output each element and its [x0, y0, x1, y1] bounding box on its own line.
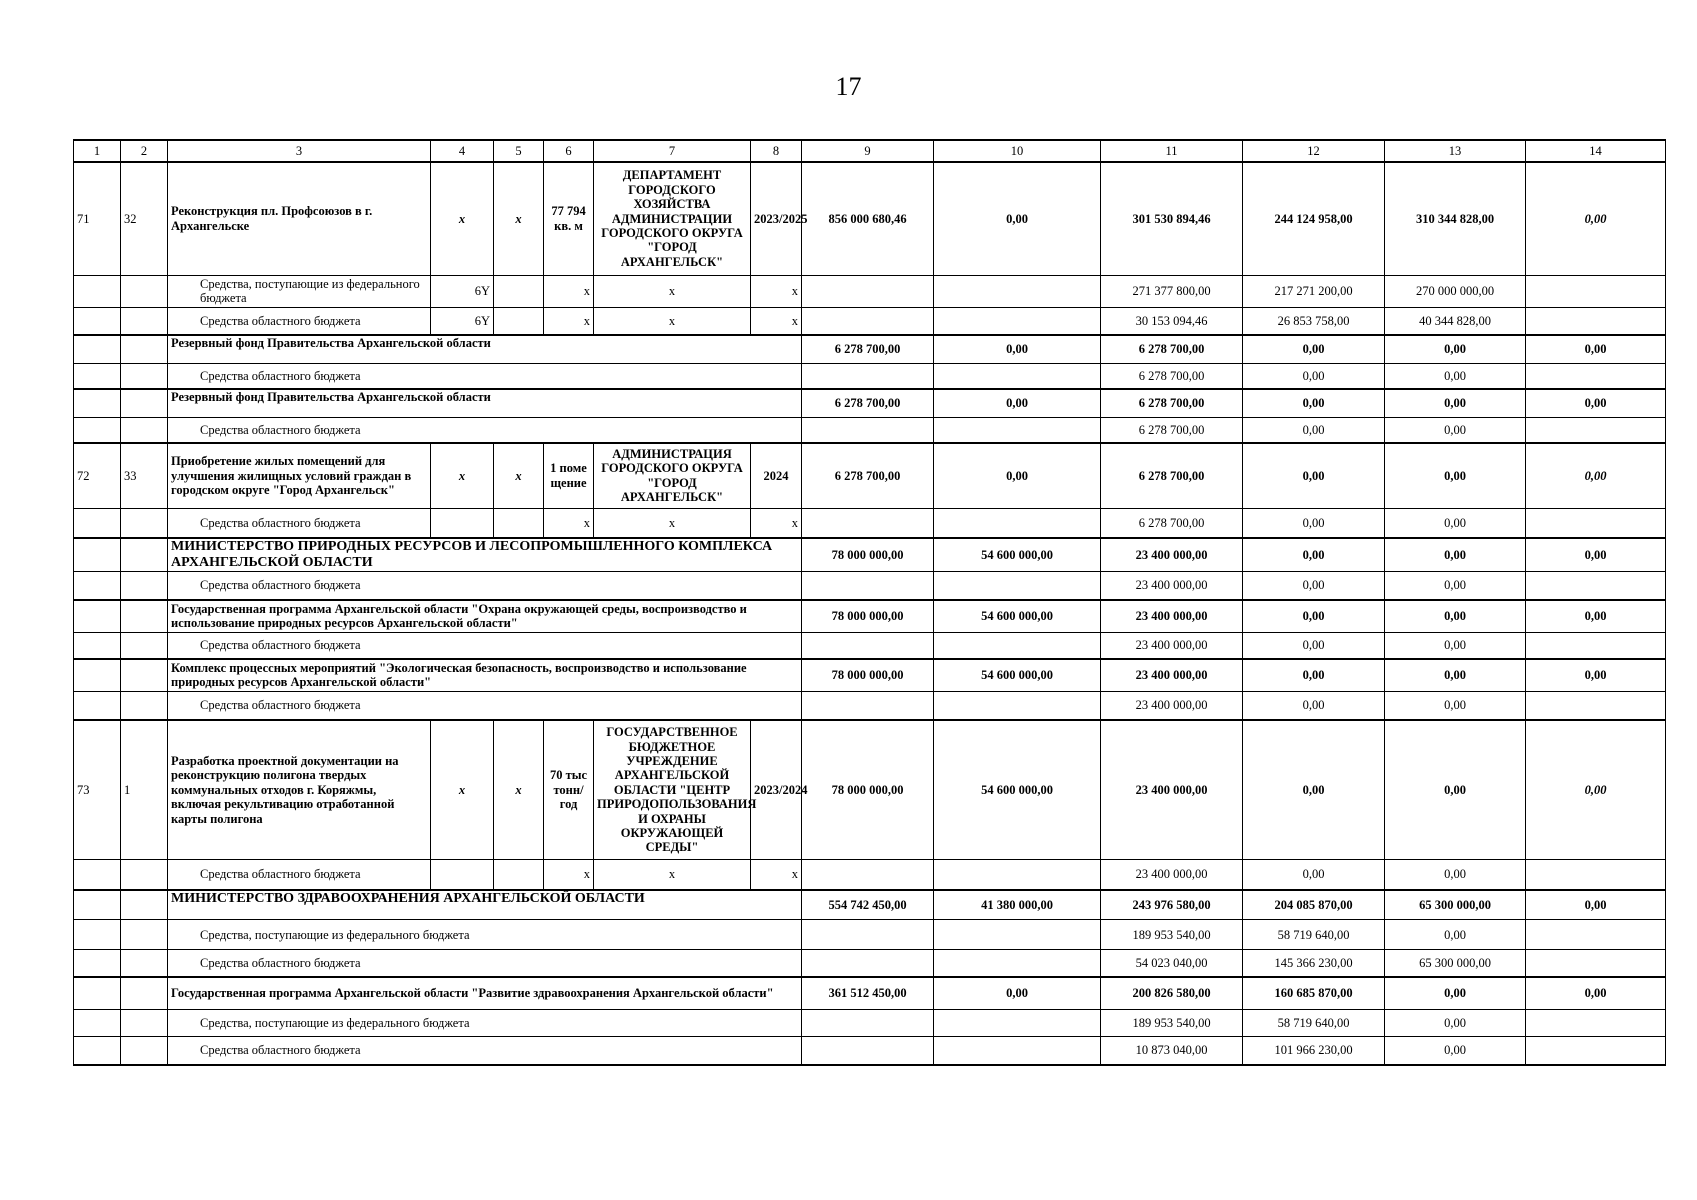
- empty-cell: [802, 417, 934, 443]
- empty-cell: [121, 950, 168, 977]
- value-col10-cell: 41 380 000,00: [934, 890, 1101, 920]
- value-col12-cell: 0,00: [1243, 363, 1385, 389]
- funding-source-cell: Средства областного бюджета: [168, 860, 431, 890]
- code-cell: x: [431, 443, 494, 508]
- table-row: [74, 890, 1666, 920]
- header-cell: 3: [168, 140, 431, 162]
- table-row: [74, 633, 1666, 659]
- value-col13-cell: 0,00: [1385, 659, 1526, 692]
- header-row: [74, 140, 1666, 162]
- table-row: [74, 307, 1666, 335]
- value-col13-cell: 0,00: [1385, 538, 1526, 572]
- empty-cell: [1526, 508, 1666, 538]
- value-col12-cell: 58 719 640,00: [1243, 1010, 1385, 1037]
- value-col12-cell: 0,00: [1243, 335, 1385, 363]
- value-col12-cell: 58 719 640,00: [1243, 920, 1385, 950]
- value-col13-cell: 40 344 828,00: [1385, 307, 1526, 335]
- empty-cell: [802, 633, 934, 659]
- empty-cell: [494, 508, 544, 538]
- empty-cell: [934, 860, 1101, 890]
- empty-cell: [802, 1037, 934, 1065]
- empty-cell: [121, 1037, 168, 1065]
- empty-cell: [934, 1037, 1101, 1065]
- value-col11-cell: 54 023 040,00: [1101, 950, 1243, 977]
- empty-cell: [802, 692, 934, 720]
- header-cell: 8: [751, 140, 802, 162]
- value-col12-cell: 0,00: [1243, 659, 1385, 692]
- empty-cell: [121, 389, 168, 417]
- value-col13-cell: 0,00: [1385, 389, 1526, 417]
- value-col12-cell: 0,00: [1243, 720, 1385, 860]
- value-col10-cell: 0,00: [934, 162, 1101, 275]
- header-cell: 12: [1243, 140, 1385, 162]
- value-col12-cell: 0,00: [1243, 692, 1385, 720]
- header-cell: 5: [494, 140, 544, 162]
- value-col13-cell: 0,00: [1385, 977, 1526, 1010]
- code-cell: [431, 508, 494, 538]
- value-col14-cell: 0,00: [1526, 538, 1666, 572]
- period-cell: x: [751, 307, 802, 335]
- empty-cell: [121, 572, 168, 600]
- value-col13-cell: 0,00: [1385, 417, 1526, 443]
- value-col13-cell: 0,00: [1385, 920, 1526, 950]
- value-col10-cell: 0,00: [934, 389, 1101, 417]
- value-col11-cell: 6 278 700,00: [1101, 363, 1243, 389]
- customer-cell: ГОСУДАРСТВЕННОЕ БЮДЖЕТНОЕ УЧРЕЖДЕНИЕ АРХАНГЕЛЬСКОЙ ОБЛАСТИ "ЦЕНТР ПРИРОДОПОЛЬЗОВАНИЯ И ОХРАНЫ ОКРУЖАЮЩЕЙ СРЕДЫ": [594, 720, 751, 860]
- total-cost-cell: 78 000 000,00: [802, 659, 934, 692]
- funding-source-cell: Средства, поступающие из федерального бюджета: [168, 1010, 802, 1037]
- section-title-cell: Государственная программа Архангельской области "Развитие здравоохранения Архангельской области": [168, 977, 802, 1010]
- value-col14-cell: 0,00: [1526, 443, 1666, 508]
- capacity-cell: 1 поме щение: [544, 443, 594, 508]
- empty-cell: [74, 1037, 121, 1065]
- empty-cell: [74, 633, 121, 659]
- value-col13-cell: 0,00: [1385, 508, 1526, 538]
- value-col14-cell: 0,00: [1526, 389, 1666, 417]
- empty-cell: [74, 977, 121, 1010]
- empty-cell: [494, 860, 544, 890]
- value-col13-cell: 0,00: [1385, 633, 1526, 659]
- funding-source-cell: Средства, поступающие из федерального бюджета: [168, 920, 802, 950]
- value-col11-cell: 6 278 700,00: [1101, 417, 1243, 443]
- empty-cell: [802, 363, 934, 389]
- funding-source-cell: Средства областного бюджета: [168, 417, 802, 443]
- value-col10-cell: 0,00: [934, 977, 1101, 1010]
- table-row: [74, 720, 1666, 860]
- value-col11-cell: 30 153 094,46: [1101, 307, 1243, 335]
- empty-cell: [121, 920, 168, 950]
- customer-cell: АДМИНИСТРАЦИЯ ГОРОДСКОГО ОКРУГА "ГОРОД АРХАНГЕЛЬСК": [594, 443, 751, 508]
- period-cell: x: [751, 860, 802, 890]
- empty-cell: [934, 633, 1101, 659]
- value-col14-cell: 0,00: [1526, 659, 1666, 692]
- empty-cell: [494, 307, 544, 335]
- empty-cell: [74, 275, 121, 307]
- empty-cell: [121, 335, 168, 363]
- funding-source-cell: Средства областного бюджета: [168, 950, 802, 977]
- empty-cell: [121, 538, 168, 572]
- value-col11-cell: 243 976 580,00: [1101, 890, 1243, 920]
- value-col14-cell: 0,00: [1526, 890, 1666, 920]
- table-row: [74, 1010, 1666, 1037]
- empty-cell: [74, 950, 121, 977]
- value-col13-cell: 0,00: [1385, 363, 1526, 389]
- value-col13-cell: 0,00: [1385, 1037, 1526, 1065]
- item-number-cell: 1: [121, 720, 168, 860]
- period-cell: 2023/2025: [751, 162, 802, 275]
- empty-cell: [74, 538, 121, 572]
- item-number-cell: 33: [121, 443, 168, 508]
- empty-cell: [74, 890, 121, 920]
- value-col11-cell: 6 278 700,00: [1101, 389, 1243, 417]
- value-col13-cell: 0,00: [1385, 335, 1526, 363]
- empty-cell: [121, 890, 168, 920]
- value-col11-cell: 189 953 540,00: [1101, 920, 1243, 950]
- value-col13-cell: 0,00: [1385, 720, 1526, 860]
- capacity-cell: x: [544, 307, 594, 335]
- row-number-cell: 72: [74, 443, 121, 508]
- value-col11-cell: 6 278 700,00: [1101, 443, 1243, 508]
- empty-cell: [802, 275, 934, 307]
- table-row: [74, 538, 1666, 572]
- customer-cell: x: [594, 307, 751, 335]
- total-cost-cell: 6 278 700,00: [802, 389, 934, 417]
- row-number-cell: 71: [74, 162, 121, 275]
- total-cost-cell: 78 000 000,00: [802, 720, 934, 860]
- section-title-cell: Комплекс процессных мероприятий "Экологическая безопасность, воспроизводство и использование природных ресурсов Архангельской области": [168, 659, 802, 692]
- header-cell: 14: [1526, 140, 1666, 162]
- value-col11-cell: 23 400 000,00: [1101, 600, 1243, 633]
- value-col12-cell: 0,00: [1243, 860, 1385, 890]
- table-row: [74, 1037, 1666, 1065]
- code2-cell: x: [494, 720, 544, 860]
- empty-cell: [74, 920, 121, 950]
- empty-cell: [121, 860, 168, 890]
- empty-cell: [1526, 417, 1666, 443]
- value-col11-cell: 23 400 000,00: [1101, 538, 1243, 572]
- customer-cell: x: [594, 860, 751, 890]
- total-cost-cell: 6 278 700,00: [802, 335, 934, 363]
- table-row: [74, 363, 1666, 389]
- header-cell: 2: [121, 140, 168, 162]
- code-cell: [431, 860, 494, 890]
- value-col10-cell: 0,00: [934, 335, 1101, 363]
- value-col13-cell: 270 000 000,00: [1385, 275, 1526, 307]
- value-col13-cell: 0,00: [1385, 572, 1526, 600]
- empty-cell: [74, 659, 121, 692]
- table-row: [74, 860, 1666, 890]
- code-cell: x: [431, 162, 494, 275]
- empty-cell: [74, 363, 121, 389]
- section-title-cell: Резервный фонд Правительства Архангельской области: [168, 389, 802, 417]
- value-col13-cell: 0,00: [1385, 860, 1526, 890]
- value-col12-cell: 0,00: [1243, 538, 1385, 572]
- table-row: [74, 920, 1666, 950]
- value-col14-cell: 0,00: [1526, 720, 1666, 860]
- period-cell: 2023/2024: [751, 720, 802, 860]
- customer-cell: x: [594, 508, 751, 538]
- header-cell: 6: [544, 140, 594, 162]
- period-cell: x: [751, 275, 802, 307]
- table-row: [74, 417, 1666, 443]
- value-col11-cell: 6 278 700,00: [1101, 508, 1243, 538]
- empty-cell: [494, 275, 544, 307]
- value-col11-cell: 23 400 000,00: [1101, 633, 1243, 659]
- code-cell: 6Y: [431, 307, 494, 335]
- empty-cell: [802, 950, 934, 977]
- code-cell: x: [431, 720, 494, 860]
- table-row: [74, 572, 1666, 600]
- empty-cell: [121, 508, 168, 538]
- object-name-cell: Реконструкция пл. Профсоюзов в г. Архангельске: [168, 162, 431, 275]
- empty-cell: [121, 417, 168, 443]
- empty-cell: [934, 307, 1101, 335]
- value-col13-cell: 65 300 000,00: [1385, 890, 1526, 920]
- empty-cell: [74, 417, 121, 443]
- value-col13-cell: 0,00: [1385, 1010, 1526, 1037]
- empty-cell: [121, 600, 168, 633]
- customer-cell: ДЕПАРТАМЕНТ ГОРОДСКОГО ХОЗЯЙСТВА АДМИНИСТРАЦИИ ГОРОДСКОГО ОКРУГА "ГОРОД АРХАНГЕЛЬСК": [594, 162, 751, 275]
- empty-cell: [74, 335, 121, 363]
- empty-cell: [1526, 920, 1666, 950]
- value-col11-cell: 301 530 894,46: [1101, 162, 1243, 275]
- value-col12-cell: 0,00: [1243, 417, 1385, 443]
- value-col11-cell: 23 400 000,00: [1101, 692, 1243, 720]
- empty-cell: [934, 417, 1101, 443]
- value-col14-cell: 0,00: [1526, 977, 1666, 1010]
- value-col11-cell: 189 953 540,00: [1101, 1010, 1243, 1037]
- empty-cell: [934, 275, 1101, 307]
- total-cost-cell: 361 512 450,00: [802, 977, 934, 1010]
- value-col14-cell: 0,00: [1526, 162, 1666, 275]
- empty-cell: [934, 920, 1101, 950]
- period-cell: 2024: [751, 443, 802, 508]
- header-cell: 10: [934, 140, 1101, 162]
- table-row: [74, 162, 1666, 275]
- empty-cell: [1526, 692, 1666, 720]
- period-cell: x: [751, 508, 802, 538]
- value-col12-cell: 217 271 200,00: [1243, 275, 1385, 307]
- empty-cell: [1526, 633, 1666, 659]
- empty-cell: [121, 1010, 168, 1037]
- table-row: [74, 950, 1666, 977]
- empty-cell: [121, 633, 168, 659]
- empty-cell: [121, 363, 168, 389]
- value-col12-cell: 0,00: [1243, 572, 1385, 600]
- empty-cell: [74, 600, 121, 633]
- value-col12-cell: 0,00: [1243, 600, 1385, 633]
- empty-cell: [121, 275, 168, 307]
- value-col13-cell: 0,00: [1385, 600, 1526, 633]
- table-row: [74, 443, 1666, 508]
- value-col11-cell: 200 826 580,00: [1101, 977, 1243, 1010]
- empty-cell: [1526, 275, 1666, 307]
- empty-cell: [74, 1010, 121, 1037]
- empty-cell: [934, 572, 1101, 600]
- header-cell: 9: [802, 140, 934, 162]
- funding-source-cell: Средства областного бюджета: [168, 1037, 802, 1065]
- empty-cell: [934, 363, 1101, 389]
- empty-cell: [802, 307, 934, 335]
- header-cell: 7: [594, 140, 751, 162]
- row-number-cell: 73: [74, 720, 121, 860]
- value-col12-cell: 0,00: [1243, 389, 1385, 417]
- empty-cell: [1526, 1010, 1666, 1037]
- value-col10-cell: 54 600 000,00: [934, 720, 1101, 860]
- empty-cell: [802, 920, 934, 950]
- empty-cell: [121, 692, 168, 720]
- table-row: [74, 659, 1666, 692]
- value-col12-cell: 145 366 230,00: [1243, 950, 1385, 977]
- value-col12-cell: 0,00: [1243, 443, 1385, 508]
- funding-source-cell: Средства областного бюджета: [168, 633, 802, 659]
- section-title-cell: МИНИСТЕРСТВО ПРИРОДНЫХ РЕСУРСОВ И ЛЕСОПРОМЫШЛЕННОГО КОМПЛЕКСА АРХАНГЕЛЬСКОЙ ОБЛАСТИ: [168, 538, 802, 572]
- empty-cell: [74, 692, 121, 720]
- value-col10-cell: 0,00: [934, 443, 1101, 508]
- value-col11-cell: 6 278 700,00: [1101, 335, 1243, 363]
- table-row: [74, 977, 1666, 1010]
- value-col13-cell: 310 344 828,00: [1385, 162, 1526, 275]
- value-col11-cell: 23 400 000,00: [1101, 860, 1243, 890]
- empty-cell: [1526, 950, 1666, 977]
- value-col12-cell: 0,00: [1243, 633, 1385, 659]
- value-col12-cell: 101 966 230,00: [1243, 1037, 1385, 1065]
- value-col11-cell: 10 873 040,00: [1101, 1037, 1243, 1065]
- empty-cell: [1526, 1037, 1666, 1065]
- empty-cell: [121, 659, 168, 692]
- value-col13-cell: 0,00: [1385, 692, 1526, 720]
- value-col12-cell: 244 124 958,00: [1243, 162, 1385, 275]
- total-cost-cell: 78 000 000,00: [802, 538, 934, 572]
- value-col14-cell: 0,00: [1526, 335, 1666, 363]
- budget-table: [73, 139, 1666, 1066]
- table-row: [74, 508, 1666, 538]
- value-col10-cell: 54 600 000,00: [934, 659, 1101, 692]
- empty-cell: [121, 307, 168, 335]
- empty-cell: [74, 389, 121, 417]
- empty-cell: [802, 1010, 934, 1037]
- empty-cell: [121, 977, 168, 1010]
- code-cell: 6Y: [431, 275, 494, 307]
- empty-cell: [74, 508, 121, 538]
- table-row: [74, 692, 1666, 720]
- value-col13-cell: 0,00: [1385, 443, 1526, 508]
- table-row: [74, 275, 1666, 307]
- funding-source-cell: Средства областного бюджета: [168, 363, 802, 389]
- value-col11-cell: 23 400 000,00: [1101, 720, 1243, 860]
- funding-source-cell: Средства областного бюджета: [168, 692, 802, 720]
- empty-cell: [934, 950, 1101, 977]
- empty-cell: [74, 860, 121, 890]
- empty-cell: [934, 692, 1101, 720]
- empty-cell: [74, 307, 121, 335]
- object-name-cell: Приобретение жилых помещений для улучшения жилищных условий граждан в городском округе "Город Архангельск": [168, 443, 431, 508]
- total-cost-cell: 78 000 000,00: [802, 600, 934, 633]
- value-col13-cell: 65 300 000,00: [1385, 950, 1526, 977]
- total-cost-cell: 554 742 450,00: [802, 890, 934, 920]
- value-col12-cell: 0,00: [1243, 508, 1385, 538]
- funding-source-cell: Средства областного бюджета: [168, 508, 431, 538]
- empty-cell: [1526, 860, 1666, 890]
- section-title-cell: МИНИСТЕРСТВО ЗДРАВООХРАНЕНИЯ АРХАНГЕЛЬСКОЙ ОБЛАСТИ: [168, 890, 802, 920]
- value-col11-cell: 23 400 000,00: [1101, 659, 1243, 692]
- funding-source-cell: Средства областного бюджета: [168, 572, 802, 600]
- value-col11-cell: 271 377 800,00: [1101, 275, 1243, 307]
- code2-cell: x: [494, 443, 544, 508]
- table-row: [74, 335, 1666, 363]
- empty-cell: [74, 572, 121, 600]
- empty-cell: [1526, 363, 1666, 389]
- capacity-cell: 77 794 кв. м: [544, 162, 594, 275]
- total-cost-cell: 856 000 680,46: [802, 162, 934, 275]
- value-col12-cell: 26 853 758,00: [1243, 307, 1385, 335]
- funding-source-cell: Средства областного бюджета: [168, 307, 431, 335]
- empty-cell: [802, 508, 934, 538]
- capacity-cell: 70 тыс тонн/год: [544, 720, 594, 860]
- value-col14-cell: 0,00: [1526, 600, 1666, 633]
- section-title-cell: Резервный фонд Правительства Архангельской области: [168, 335, 802, 363]
- empty-cell: [1526, 307, 1666, 335]
- capacity-cell: x: [544, 860, 594, 890]
- value-col11-cell: 23 400 000,00: [1101, 572, 1243, 600]
- total-cost-cell: 6 278 700,00: [802, 443, 934, 508]
- header-cell: 1: [74, 140, 121, 162]
- empty-cell: [802, 860, 934, 890]
- section-title-cell: Государственная программа Архангельской области "Охрана окружающей среды, воспроизводство и использование природных ресурсов Архангельской области": [168, 600, 802, 633]
- header-cell: 13: [1385, 140, 1526, 162]
- value-col12-cell: 204 085 870,00: [1243, 890, 1385, 920]
- code2-cell: x: [494, 162, 544, 275]
- table-row: [74, 389, 1666, 417]
- capacity-cell: x: [544, 508, 594, 538]
- value-col10-cell: 54 600 000,00: [934, 538, 1101, 572]
- value-col12-cell: 160 685 870,00: [1243, 977, 1385, 1010]
- header-cell: 11: [1101, 140, 1243, 162]
- value-col10-cell: 54 600 000,00: [934, 600, 1101, 633]
- header-cell: 4: [431, 140, 494, 162]
- empty-cell: [934, 1010, 1101, 1037]
- empty-cell: [802, 572, 934, 600]
- customer-cell: x: [594, 275, 751, 307]
- capacity-cell: x: [544, 275, 594, 307]
- page-number: 17: [835, 72, 862, 101]
- object-name-cell: Разработка проектной документации на реконструкцию полигона твердых коммунальных отходов г. Коряжмы, включая рекультивацию отработанной карты полигона: [168, 720, 431, 860]
- item-number-cell: 32: [121, 162, 168, 275]
- funding-source-cell: Средства, поступающие из федерального бюджета: [168, 275, 431, 307]
- empty-cell: [1526, 572, 1666, 600]
- empty-cell: [934, 508, 1101, 538]
- table-row: [74, 600, 1666, 633]
